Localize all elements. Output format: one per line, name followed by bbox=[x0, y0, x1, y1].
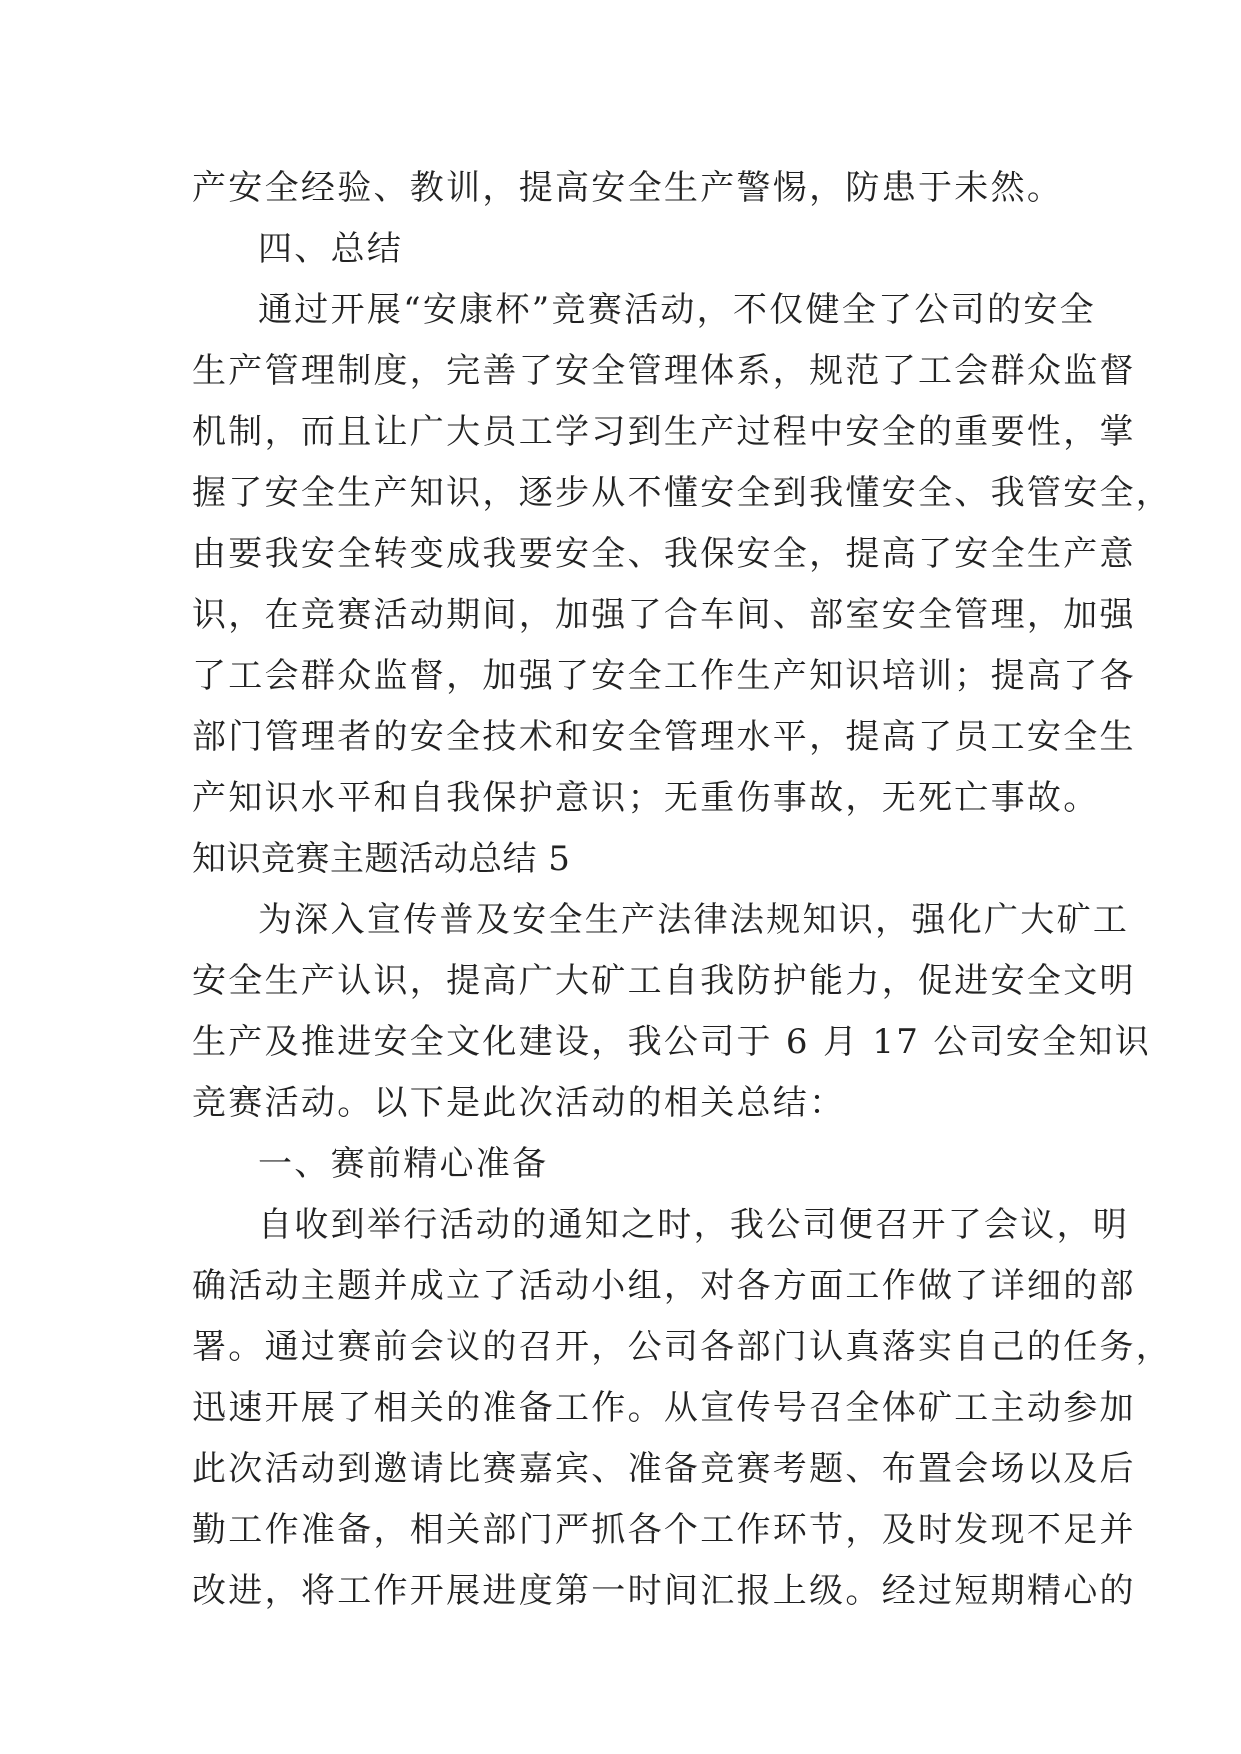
paragraph-line: 由要我安全转变成我要安全、我保安全，提高了安全生产意 bbox=[192, 534, 1136, 574]
paragraph-line: 识，在竞赛活动期间，加强了合车间、部室安全管理，加强 bbox=[192, 595, 1136, 635]
paragraph-line: 安全生产认识，提高广大矿工自我防护能力，促进安全文明 bbox=[192, 961, 1136, 1001]
paragraph-line: 部门管理者的安全技术和安全管理水平，提高了员工安全生 bbox=[192, 717, 1136, 757]
paragraph-line: 为深入宣传普及安全生产法律法规知识，强化广大矿工 bbox=[258, 900, 1130, 940]
section-heading: 一、赛前精心准备 bbox=[258, 1144, 549, 1184]
paragraph-line: 产安全经验、教训，提高安全生产警惕，防患于未然。 bbox=[192, 168, 1064, 208]
paragraph-line: 机制，而且让广大员工学习到生产过程中安全的重要性，掌 bbox=[192, 412, 1136, 452]
paragraph-line: 勤工作准备，相关部门严抓各个工作环节，及时发现不足并 bbox=[192, 1510, 1136, 1550]
paragraph-line: 通过开展“安康杯”竞赛活动，不仅健全了公司的安全 bbox=[258, 290, 1096, 330]
paragraph-line: 署。通过赛前会议的召开，公司各部门认真落实自己的任务， bbox=[192, 1327, 1173, 1367]
paragraph-line: 改进，将工作开展进度第一时间汇报上级。经过短期精心的 bbox=[192, 1571, 1136, 1611]
paragraph-line: 此次活动到邀请比赛嘉宾、准备竞赛考题、布置会场以及后 bbox=[192, 1449, 1136, 1489]
paragraph-line: 了工会群众监督，加强了安全工作生产知识培训；提高了各 bbox=[192, 656, 1136, 696]
paragraph-line: 迅速开展了相关的准备工作。从宣传号召全体矿工主动参加 bbox=[192, 1388, 1136, 1428]
paragraph-line: 竞赛活动。以下是此次活动的相关总结： bbox=[192, 1083, 846, 1123]
section-heading: 四、总结 bbox=[258, 229, 404, 269]
paragraph-line: 确活动主题并成立了活动小组，对各方面工作做了详细的部 bbox=[192, 1266, 1136, 1306]
paragraph-line: 生产及推进安全文化建设，我公司于 6 月 17 公司安全知识 bbox=[192, 1022, 1152, 1062]
paragraph-line: 握了安全生产知识，逐步从不懂安全到我懂安全、我管安全， bbox=[192, 473, 1173, 513]
paragraph-line: 产知识水平和自我保护意识；无重伤事故，无死亡事故。 bbox=[192, 778, 1100, 818]
document-page bbox=[192, 158, 1173, 1622]
paragraph-line: 生产管理制度，完善了安全管理体系，规范了工会群众监督 bbox=[192, 351, 1136, 391]
article-title: 知识竞赛主题活动总结 5 bbox=[192, 839, 571, 879]
paragraph-line: 自收到举行活动的通知之时，我公司便召开了会议，明 bbox=[258, 1205, 1130, 1245]
